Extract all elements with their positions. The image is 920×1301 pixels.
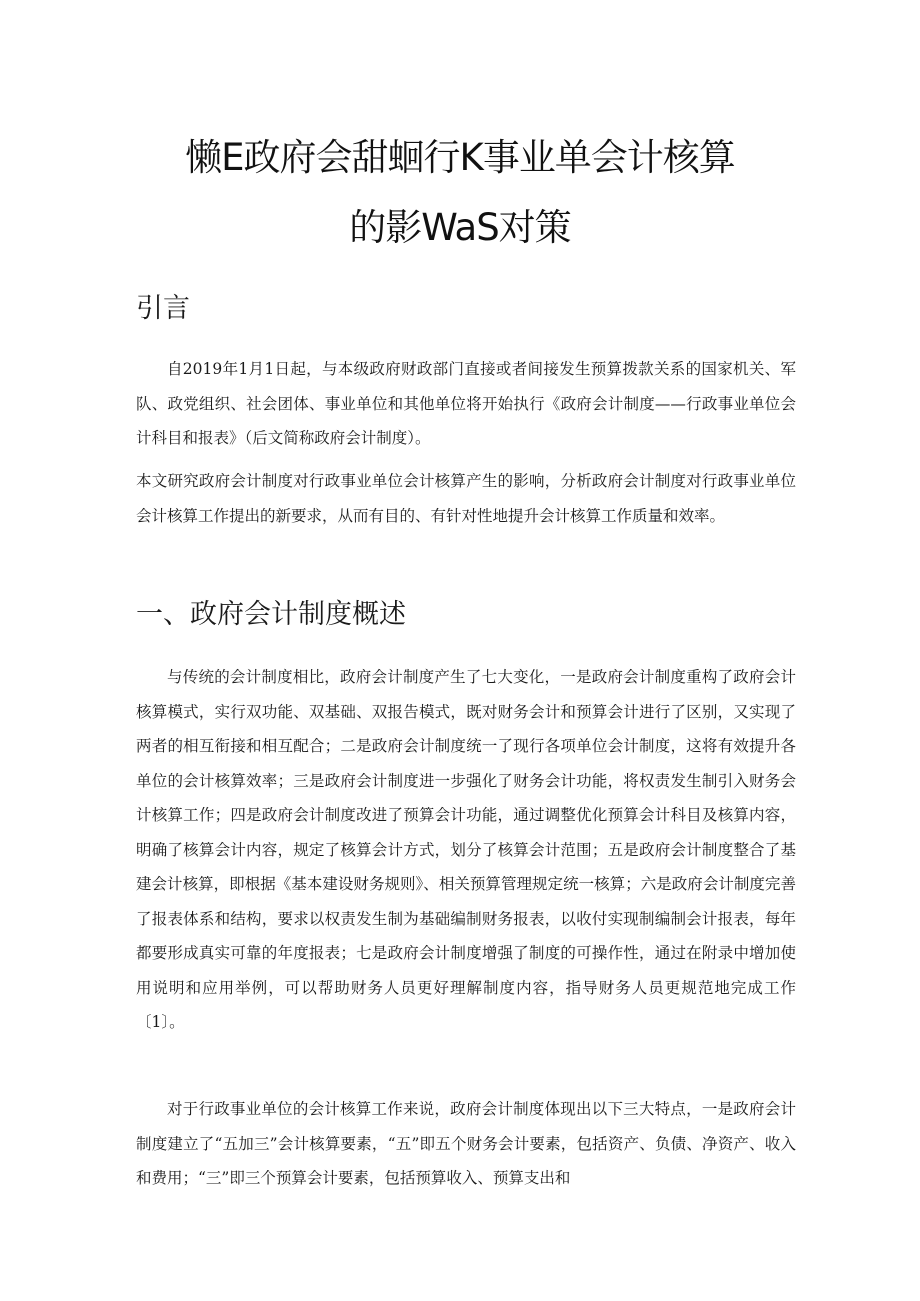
section-one-paragraph-2: 对于行政事业单位的会计核算工作来说，政府会计制度体现出以下三大特点，一是政府会计制度建立了“五加三”会计核算要素，“五”即五个财务会计要素，包括资产、负债、净资产、收入和费用；“三”即三个预算会计要素，包括预算收入、预算支出和 — [136, 1100, 796, 1187]
document-title-line-2: 的影WaS对策 — [349, 206, 571, 249]
intro-heading: 引言 — [136, 293, 190, 324]
document-title-line-1: 懒E政府会甜蛔行K事业单会计核算 — [185, 136, 735, 179]
intro-paragraph-2: 本文研究政府会计制度对行政事业单位会计核算产生的影响，分析政府会计制度对行政事业单位会计核算工作提出的新要求，从而有目的、有针对性地提升会计核算工作质量和效率。 — [136, 472, 796, 525]
intro-paragraph-1: 自2019年1月1日起，与本级政府财政部门直接或者间接发生预算拨款关系的国家机关、军队、政党组织、社会团体、事业单位和其他单位将开始执行《政府会计制度——行政事业单位会计科目和报表》（后文简称政府会计制度）。 — [136, 360, 796, 447]
section-one-heading: 一、政府会计制度概述 — [136, 599, 406, 630]
section-one-paragraph-1: 与传统的会计制度相比，政府会计制度产生了七大变化，一是政府会计制度重构了政府会计核算模式，实行双功能、双基础、双报告模式，既对财务会计和预算会计进行了区别，又实现了两者的相互衔接和相互配合；二是政府会计制度统一了现行各项单位会计制度，这将有效提升各单位的会计核算效率；三是政府会计制度进一步强化了财务会计功能，将权责发生制引入财务会计核算工作；四是政府会计制度改进了预算会计功能，通过调整优化预算会计科目及核算内容，明确了核算会计内容，规定了核算会计方式，划分了核算会计范围；五是政府会计制度整合了基建会计核算，即根据《基本建设财务规则》、相关预算管理规定统一核算；六是政府会计制度完善了报表体系和结构，要求以权责发生制为基础编制财务报表，以收付实现制编制会计报表，每年都要形成真实可靠的年度报表；七是政府会计制度增强了制度的可操作性，通过在附录中增加使用说明和应用举例，可以帮助财务人员更好理解制度内容，指导财务人员更规范地完成工作〔1〕。 — [136, 668, 796, 1031]
